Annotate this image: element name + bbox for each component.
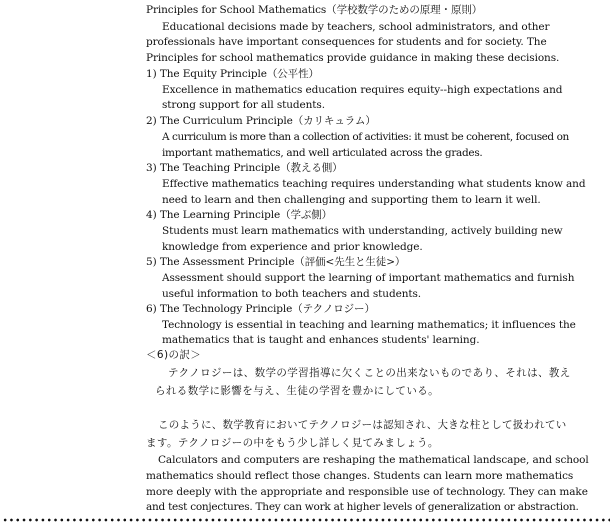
dotted-divider [2,518,610,522]
principle-heading: 3) The Teaching Principle（教える側） [146,162,343,174]
principle-heading: 4) The Learning Principle（学ぶ側） [146,209,333,221]
closing-text: more deeply with the appropriate and responsible use of technology. They can make [146,486,588,498]
summary-text: ます。テクノロジーの中をもう少し詳しく見てみましょう。 [146,437,439,449]
principle-heading: 1) The Equity Principle（公平性） [146,68,319,80]
summary-text: このように、数学教育においてテクノロジーは認知され、大きな柱として扱われてい [158,419,567,431]
principle-text: strong support for all students. [162,99,325,111]
translation-text: テクノロジーは、数学の学習指導に欠くことの出来ないものであり、それは、教え [168,367,571,379]
principle-text: Assessment should support the learning of important mathematics and furnish [162,272,575,284]
closing-text: and test conjectures. They can work at higher levels of generalization or abstraction. [146,501,579,513]
principle-heading: 5) The Assessment Principle（評価<先生と生徒>） [146,256,406,268]
translation-heading: ＜6)の訳＞ [146,349,202,361]
principle-text: mathematics that is taught and enhances students' learning. [162,334,480,346]
closing-text: Calculators and computers are reshaping the mathematical landscape, and school [158,454,589,466]
principle-text: Students must learn mathematics with understanding, actively building new [162,225,563,237]
principle-text: Technology is essential in teaching and learning mathematics; it influences the [162,319,576,331]
principle-text: Effective mathematics teaching requires understanding what students know and [162,178,586,190]
principle-heading: 2) The Curriculum Principle（カリキュラム） [146,115,376,127]
principle-text: important mathematics, and well articulated across the grades. [162,147,483,159]
principle-text: need to learn and then challenging and supporting them to learn it well. [162,194,541,206]
principle-text: useful information to both teachers and students. [162,288,422,300]
closing-text: mathematics should reflect those changes. Students can learn more mathematics [146,470,574,482]
principle-heading: 6) The Technology Principle（テクノロジー） [146,303,375,315]
document-title: Principles for School Mathematics（学校数学のための原理・原則） [146,4,483,16]
intro-line: professionals have important consequences for students and for society. The [146,36,547,48]
principle-text: knowledge from experience and prior knowledge. [162,241,423,253]
intro-line: Principles for school mathematics provide guidance in making these decisions. [146,52,560,64]
principle-text: A curriculum is more than a collection of activities: it must be coherent, focused on [162,131,569,143]
intro-line: Educational decisions made by teachers, school administrators, and other [162,21,550,33]
translation-text: られる数学に影響を与え、生徒の学習を豊かにしている。 [155,385,440,397]
principle-text: Excellence in mathematics education requires equity--high expectations and [162,84,563,96]
